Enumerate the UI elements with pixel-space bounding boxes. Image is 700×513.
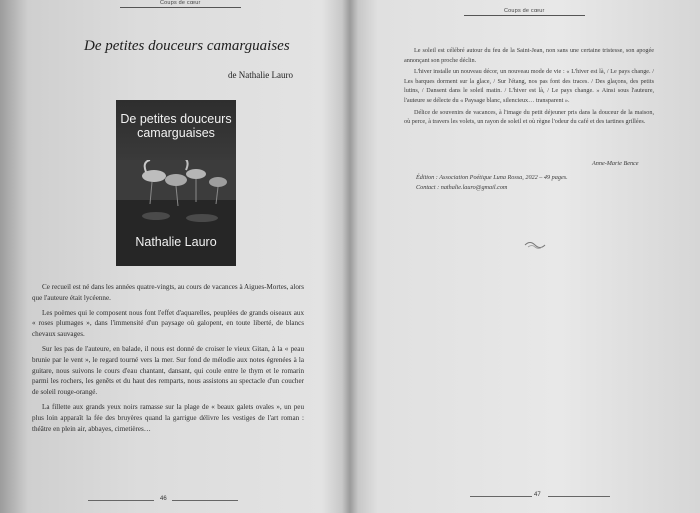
left-body-text: [32, 282, 304, 438]
folio-rule: [88, 500, 154, 501]
folio-rule: [548, 496, 610, 497]
paragraph: L'hiver installe un nouveau décor, un nouveau mode de vie : « L'hiver est là, / Le pays change. / Les barques dorment sur la glace, / Sur l'étang, nos pas font des traces. / Des glaçons, des petits lutins, / Dansent dans le soleil matin. / L'hiver est là, / Le pays change. » Ainsi sous l'auteure, l'auteure se délecte du « Paysage blanc, silencieux… transparent ».: [404, 68, 654, 104]
ornament-icon: [524, 240, 546, 252]
right-body-text: [404, 46, 654, 129]
paragraph: La fillette aux grands yeux noirs ramasse sur la plage de « beaux galets ovales », un peu plus loin apparaît la fée des bruyères quand la garrigue délivre les vestiges de l'art roman : théâtre en plein air, abbayes, cimetières…: [32, 402, 304, 433]
left-page: [0, 0, 348, 513]
right-page: [352, 0, 700, 513]
paragraph: Les poèmes qui le composent nous font l'effet d'aquarelles, peuplées de grands oiseaux aux « roses plumages », dans l'immensité d'un paysage où galopent, en toute liberté, de blancs chevaux sauvages.: [32, 308, 304, 339]
running-head: Coups de cœur: [464, 8, 585, 16]
paragraph: Le soleil est célébré autour du feu de la Saint-Jean, non sans une certaine tristesse, son apogée annonçant son proche déclin.: [404, 47, 654, 64]
cover-author: Nathalie Lauro: [135, 235, 217, 249]
page-number: 47: [534, 492, 541, 498]
edition-line: Édition : Association Poétique Luna Rossa, 2022 – 49 pages.: [416, 174, 568, 181]
paragraph: Ce recueil est né dans les années quatre-vingts, au cours de vacances à Aigues-Mortes, alors que l'auteure était lycéenne.: [32, 283, 304, 302]
edition-info: [416, 173, 568, 192]
contact-line: Contact : nathalie.lauro@gmail.com: [416, 183, 508, 191]
flamingo-photo: [116, 160, 236, 266]
running-head: Coups de cœur: [120, 0, 241, 8]
cover-title: De petites douceurs camarguaises: [120, 112, 232, 140]
author-line: de Nathalie Lauro: [228, 70, 293, 80]
paragraph: Délice de souvenirs de vacances, à l'image du petit déjeuner pris dans la douceur de la maison, où perce, à travers les volets, un rayon de soleil et où règne l'odeur du café et des tartines grillées.: [404, 108, 654, 126]
book-cover-image: [116, 100, 236, 266]
review-signature: Anne-Marie Bence: [592, 160, 639, 167]
folio-rule: [470, 496, 532, 497]
page-number: 46: [160, 496, 167, 502]
paragraph: Sur les pas de l'auteure, en balade, il nous est donné de croiser le vieux Gitan, à la « peau brunie par le vent », le regard tourné vers la mer. Sur fond de mélodie aux notes égrenées à la guitare, nous suivons le cours d'eau chantant, dansant, qui coule entre le thym et le romarin parmi les rochers, les genêts et du haut des remparts, nous assistons au spectacle d'un coucher de soleil rouge-orangé.: [32, 344, 304, 397]
folio-rule: [172, 500, 238, 501]
article-title: De petites douceurs camarguaises: [84, 38, 290, 54]
